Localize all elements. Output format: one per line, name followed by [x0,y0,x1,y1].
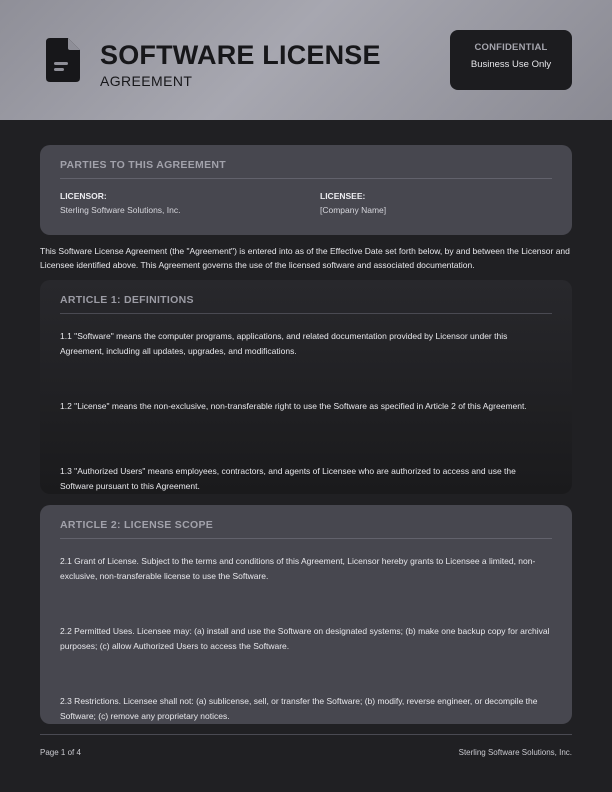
licensor-label: LICENSOR: [60,191,107,201]
document-subtitle: AGREEMENT [100,73,193,89]
clause-2-3: 2.3 Restrictions. Licensee shall not: (a) sublicense, sell, or transfer the Software; (b) modify, reverse engineer, or decompile the Software; (c) remove any proprietary notices. [60,696,538,721]
document-header [0,0,612,120]
parties-section [40,145,572,235]
article-1-heading: ARTICLE 1: DEFINITIONS [60,294,552,314]
footer-company: Sterling Software Solutions, Inc. [458,748,572,757]
intro-paragraph: This Software License Agreement (the "Agreement") is entered into as of the Effective Date set forth below, by and between the Licensor and Licensee identified above. This Agreement governs the use of the licensed software and associated documentation. [40,246,570,270]
article-1-section [40,280,572,494]
clause-1-3: 1.3 "Authorized Users" means employees, contractors, and agents of Licensee who are authorized to access and use the Software pursuant to this Agreement. [60,466,516,491]
page-number: Page 1 of 4 [40,748,81,757]
footer-divider [40,734,572,735]
clause-1-2: 1.2 "License" means the non-exclusive, non-transferable right to use the Software as specified in Article 2 of this Agreement. [60,401,527,411]
parties-heading: PARTIES TO THIS AGREEMENT [60,159,552,179]
document-title: SOFTWARE LICENSE [100,40,381,70]
licensee-label: LICENSEE: [320,191,366,201]
article-2-section [40,505,572,724]
clause-1-1: 1.1 "Software" means the computer programs, applications, and related documentation provided by Licensor under this Agreement, including all updates, upgrades, and modifications. [60,331,508,356]
licensor-value: Sterling Software Solutions, Inc. [60,205,181,215]
confidential-badge [450,30,572,90]
confidential-label: CONFIDENTIAL [474,42,548,53]
confidential-sublabel: Business Use Only [470,59,552,70]
article-2-heading: ARTICLE 2: LICENSE SCOPE [60,519,552,539]
licensee-value: [Company Name] [320,205,387,215]
clause-2-1: 2.1 Grant of License. Subject to the terms and conditions of this Agreement, Licensor hereby grants to Licensee a limited, non-exclusive, non-transferable license to use the Software. [60,556,536,581]
clause-2-2: 2.2 Permitted Uses. Licensee may: (a) install and use the Software on designated systems; (b) make one backup copy for archival purposes; (c) allow Authorized Users to access the Software. [60,626,550,651]
document-icon [46,38,82,82]
